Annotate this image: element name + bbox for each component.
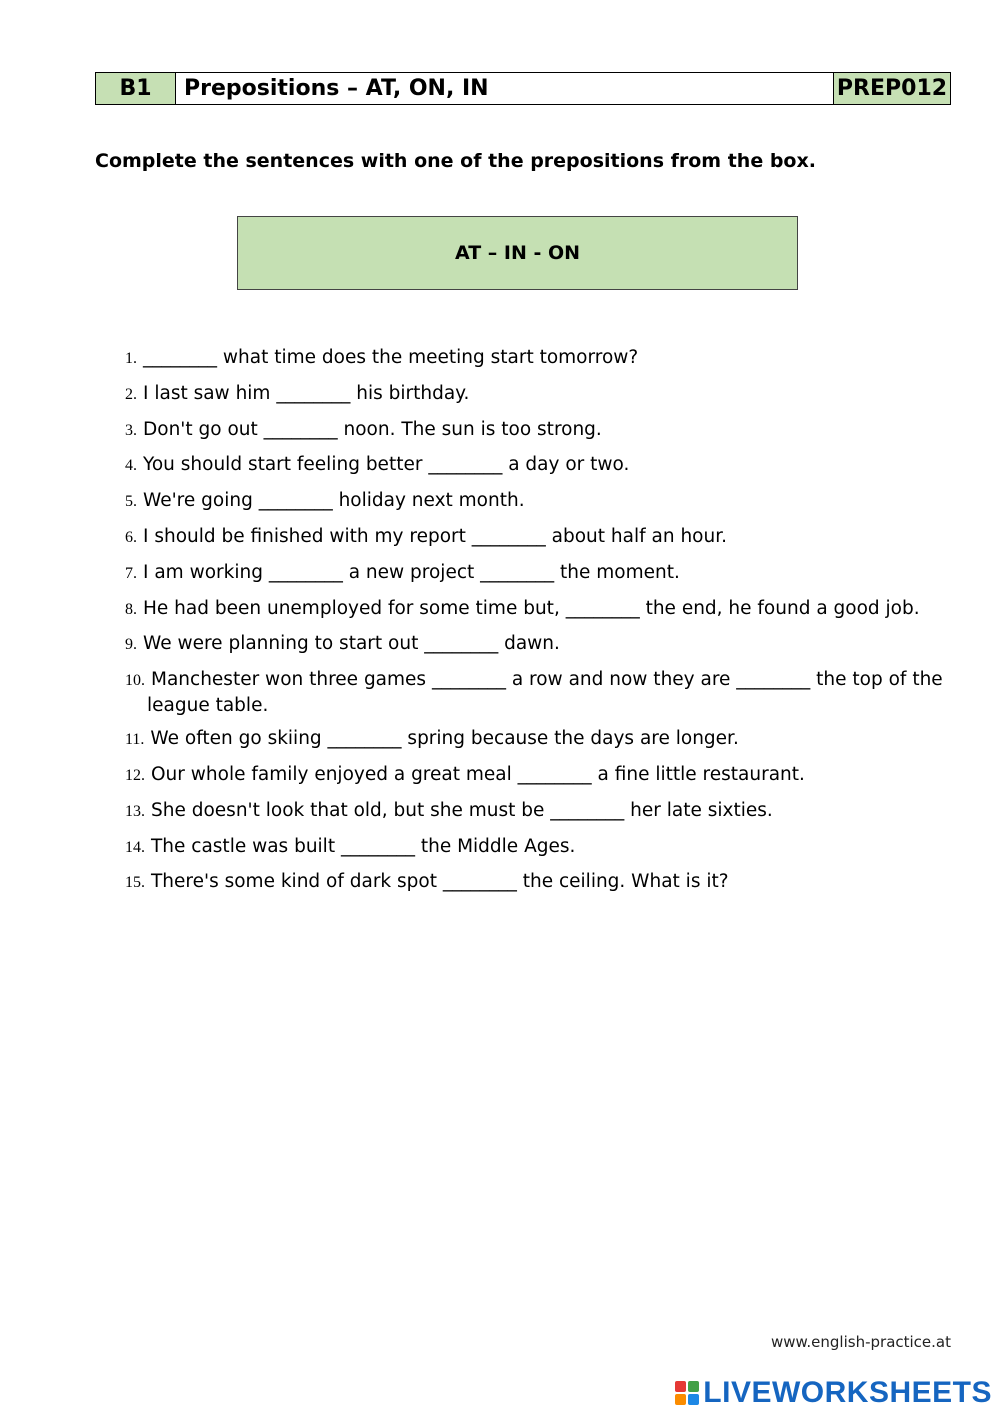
question-text: We often go skiing ________ spring because the days are longer. [150,728,739,750]
question-item [125,762,945,788]
question-item [125,488,945,514]
question-number: 1. [125,350,137,367]
brand-name: LIVEWORKSHEETS [703,1376,992,1409]
question-text: We were planning to start out ________ dawn. [143,633,560,655]
question-item [125,417,945,443]
question-text-line2: league table. [147,695,269,717]
question-number: 11. [125,731,145,749]
question-text: She doesn't look that old, but she must be ________ her late sixties. [151,799,773,821]
question-number: 2. [125,385,137,403]
worksheet-title: Prepositions – AT, ON, IN [176,73,834,104]
liveworksheets-brand[interactable] [675,1375,992,1411]
liveworksheets-logo-icon [675,1381,699,1405]
question-text: I should be finished with my report ________ about half an hour. [143,525,727,547]
question-item [125,560,945,586]
question-item [125,381,945,407]
website-url: www.english-practice.at [770,1333,951,1351]
question-text: Don't go out ________ noon. The sun is too strong. [143,418,602,440]
question-text: The castle was built ________ the Middle Ages. [151,835,576,857]
worksheet-code: PREP012 [834,73,950,104]
question-number: 8. [125,600,137,618]
question-text: He had been unemployed for some time but, ________ the end, he found a good job. [143,597,920,619]
question-text: Our whole family enjoyed a great meal ________ a fine little restaurant. [151,763,805,785]
question-number: 3. [125,421,137,439]
question-text: We're going ________ holiday next month. [143,490,525,512]
question-number: 9. [125,636,137,654]
question-item [125,869,945,895]
question-number: 12. [125,766,145,784]
question-number: 7. [125,564,137,582]
question-text [147,667,945,719]
question-number: 6. [125,528,137,546]
question-item [125,726,945,752]
question-item [125,798,945,824]
logo-square-red [675,1381,686,1392]
level-badge: B1 [96,73,176,104]
question-number: 14. [125,838,145,856]
question-item [125,631,945,657]
question-text: You should start feeling better ________ a day or two. [143,454,630,476]
logo-square-green [688,1381,699,1392]
logo-square-blue [688,1394,699,1405]
worksheet-header [95,72,951,105]
question-number: 13. [125,802,145,820]
question-text: There's some kind of dark spot ________ the ceiling. What is it? [151,871,729,893]
question-list [125,345,945,905]
logo-square-orange [675,1394,686,1405]
question-text: I am working ________ a new project ________ the moment. [143,561,680,583]
question-item [125,452,945,478]
question-number: 15. [125,874,145,892]
question-item [125,596,945,622]
question-text: ________ what time does the meeting start tomorrow? [143,347,639,368]
question-number: 10. [125,672,145,690]
question-item [125,345,945,371]
question-item [125,524,945,550]
instruction-text: Complete the sentences with one of the prepositions from the box. [95,150,816,172]
word-box: AT – IN - ON [237,216,798,290]
question-item [125,834,945,860]
question-text-line1: Manchester won three games ________ a row and now they are ________ the top of the [151,669,943,691]
question-text: I last saw him ________ his birthday. [143,382,470,404]
question-number: 5. [125,493,137,511]
question-number: 4. [125,457,137,475]
question-item [125,667,945,719]
